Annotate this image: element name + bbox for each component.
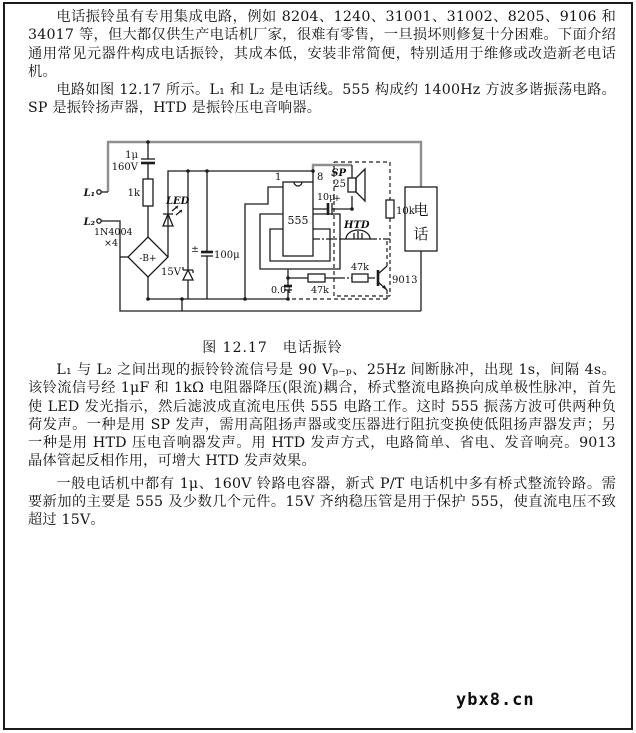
circuit-gray-wires	[108, 142, 421, 192]
label-phone-2: 话	[413, 225, 429, 243]
label-cap-filter-plus: ±	[191, 244, 199, 255]
resistor-47k-base	[351, 262, 369, 282]
intro-text	[28, 8, 616, 118]
body-text	[28, 361, 616, 530]
circuit-diagram	[80, 134, 450, 326]
label-led: LED	[166, 196, 190, 207]
bridge-rectifier	[94, 227, 168, 277]
label-l2: L₂	[83, 217, 95, 228]
label-pin8: 8	[317, 172, 324, 183]
label-cap-filter: 100μ	[214, 250, 240, 261]
paragraph-circuit-overview: 电路如图 12.17 所示。L₁ 和 L₂ 是电话线。555 构成约 1400Hz 方波多谐振荡电路。SP 是振铃扬声器，HTD 是振铃压电音响器。	[28, 82, 616, 117]
label-sp-val: 25	[333, 179, 346, 190]
output-capacitor	[317, 192, 341, 215]
terminal-l2	[97, 219, 101, 223]
label-bridge-qty: ×4	[104, 238, 119, 249]
label-sp: SP	[331, 168, 346, 179]
label-ic: 555	[287, 214, 309, 227]
label-cap-out: 10μ	[317, 192, 336, 203]
label-r-47k-b: 47k	[351, 262, 369, 273]
transistor-9013	[378, 266, 417, 290]
label-pin1: 1	[275, 172, 282, 183]
label-bridge-type: 1N4004	[94, 227, 133, 238]
timing-capacitor	[271, 285, 292, 296]
label-r-47k-a: 47k	[311, 285, 329, 296]
telephone-box	[405, 187, 437, 251]
filter-capacitor	[191, 244, 240, 261]
paragraph-intro: 电话振铃虽有专用集成电路，例如 8204、1240、31001、31002、8205、9106 和 34017 等，但大都仅供生产电话机厂家，很难有零售，一旦损坏则修复十分困难。下面介绍通用常见元器件构成电话振铃，其成本低，安装非常简便，特别适用于维修或改造新老电话机。	[28, 9, 616, 80]
terminal-l1	[97, 190, 101, 194]
led-indicator	[163, 196, 190, 226]
watermark: ybx8.cn	[456, 690, 535, 710]
label-phone-1: 电	[413, 201, 429, 219]
resistor-1k	[128, 179, 153, 206]
paragraph-notes: 一般电话机中都有 1μ、160V 铃路电容器，新式 P/T 电话机中多有桥式整流铃路。需要新加的主要是 555 及少数几个元件。15V 齐纳稳压管是用于保护 555，使直流电压不致超过 15V。	[28, 475, 616, 529]
label-r-1k: 1k	[127, 188, 140, 199]
label-cap-ring: 1μ	[125, 150, 138, 161]
label-cap-ring-voltage: 160V	[111, 162, 138, 173]
label-htd: HTD	[344, 220, 370, 231]
resistor-10k	[386, 200, 416, 218]
paragraph-operation: L₁ 与 L₂ 之间出现的振铃铃流信号是 90 Vₚ₋ₚ、25Hz 间断脉冲，出现 1s，间隔 4s。该铃流信号经 1μF 和 1kΩ 电阻器降压(限流)耦合，桥式整流电路换向成单极性脉冲，首先使 LED 发光指示，然后滤波成直流电压供 555 电路工作。这时 555 振荡方波可供两种负荷发声。一种是用 SP 发声，需用高阻扬声器或变压器进行阻抗变换使低阻扬声器发声；另一种是用 HTD 压电音响器发声。用 HTD 发声方式，电路简单、省电、发音响亮。9013 晶体管起反相作用，可增大 HTD 发声效果。	[28, 362, 616, 470]
circuit-wires	[101, 142, 421, 311]
label-cap-out-plus: +	[333, 193, 341, 204]
resistor-47k-timing	[308, 274, 329, 296]
label-bridge-mark: -B+	[139, 254, 157, 264]
label-r-10k: 10k	[396, 206, 415, 217]
phone-line-terminals	[83, 188, 102, 228]
label-cap-timing: 0.01	[271, 285, 293, 296]
piezo-htd	[343, 220, 370, 239]
figure-caption: 图 12.17 电话振铃	[202, 340, 343, 356]
label-l1: L₁	[83, 188, 95, 199]
label-zener: 15V	[161, 267, 181, 278]
label-transistor: 9013	[392, 275, 418, 286]
